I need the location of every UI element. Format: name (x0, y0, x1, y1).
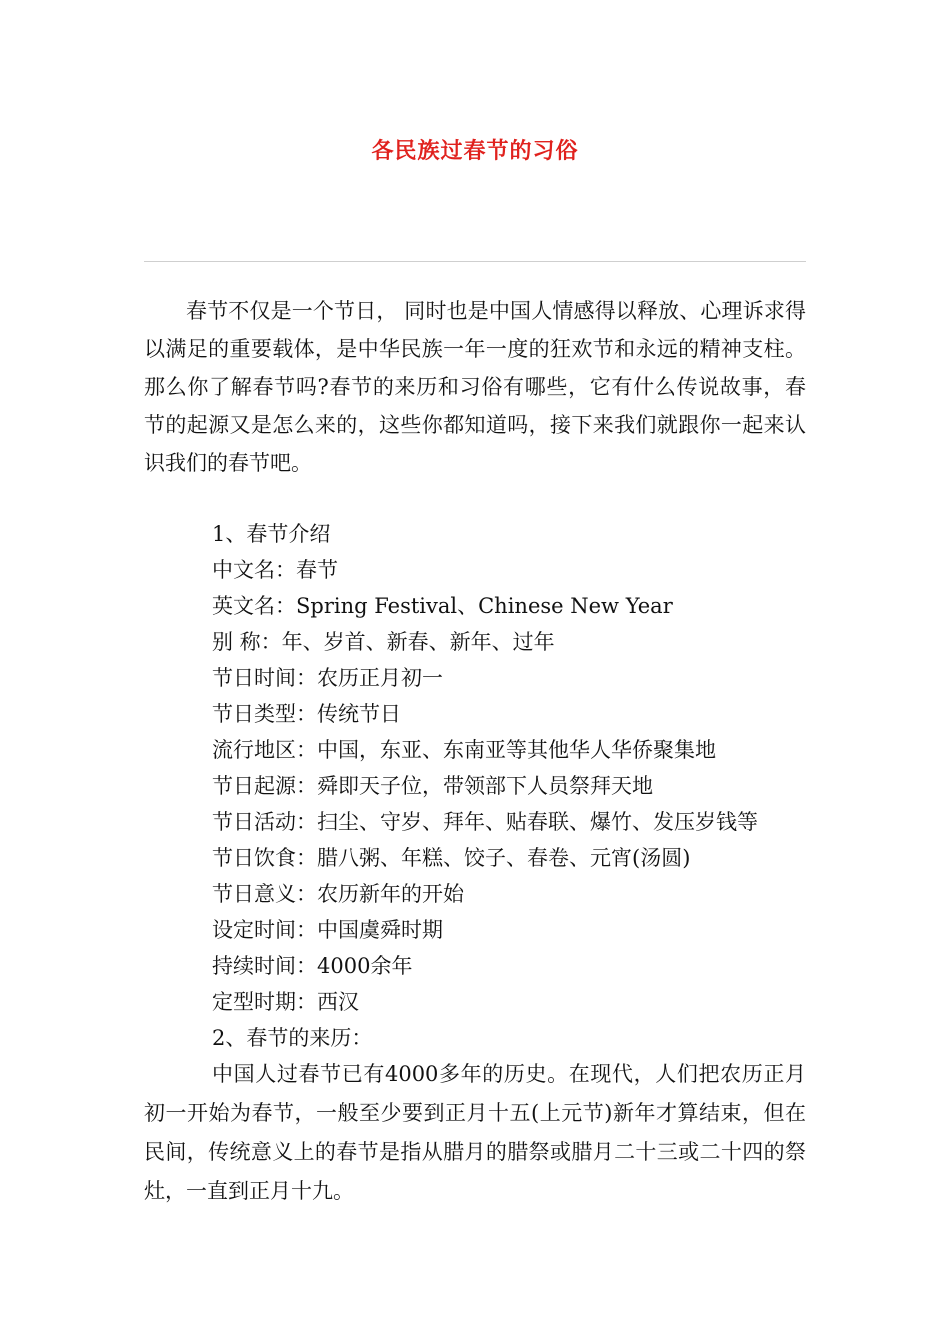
info-line-chinese-name: 中文名：春节 (212, 558, 338, 582)
info-line-finalized: 定型时期：西汉 (212, 990, 359, 1014)
info-line-activities: 节日活动：扫尘、守岁、拜年、贴春联、爆竹、发压岁钱等 (212, 810, 758, 834)
info-line-section-2-heading: 2、春节的来历： (212, 1026, 373, 1050)
info-line-alias: 别 称：年、岁首、新春、新年、过年 (212, 630, 555, 654)
info-line-english-name: 英文名：Spring Festival、Chinese New Year (212, 594, 673, 618)
info-line-festival-date: 节日时间：农历正月初一 (212, 666, 443, 690)
info-line-duration: 持续时间：4000余年 (212, 954, 413, 978)
info-line-origin: 节日起源：舜即天子位，带领部下人员祭拜天地 (212, 774, 653, 798)
info-line-meaning: 节日意义：农历新年的开始 (212, 882, 464, 906)
info-line-established: 设定时间：中国虞舜时期 (212, 918, 443, 942)
document-title: 各民族过春节的习俗 (371, 139, 579, 164)
festival-info-list (212, 516, 812, 1056)
title-divider (144, 261, 806, 262)
intro-paragraph: 春节不仅是一个节日， 同时也是中国人情感得以释放、心理诉求得以满足的重要载体，是中华民族一年一度的狂欢节和永远的精神支柱。那么你了解春节吗?春节的来历和习俗有哪些，它有什么传说故事，春节的起源又是怎么来的，这些你都知道吗，接下来我们就跟你一起来认识我们的春节吧。 (144, 299, 806, 475)
info-line-festival-type: 节日类型：传统节日 (212, 702, 401, 726)
info-line-section-1-heading: 1、春节介绍 (212, 522, 331, 546)
history-paragraph: 中国人过春节已有4000多年的历史。在现代，人们把农历正月初一开始为春节，一般至少要到正月十五(上元节)新年才算结束，但在民间，传统意义上的春节是指从腊月的腊祭或腊月二十三或二十四的祭灶，一直到正月十九。 (144, 1062, 806, 1203)
info-line-popular-regions: 流行地区：中国，东亚、东南亚等其他华人华侨聚集地 (212, 738, 716, 762)
info-line-food: 节日饮食：腊八粥、年糕、饺子、春卷、元宵(汤圆) (212, 846, 691, 870)
